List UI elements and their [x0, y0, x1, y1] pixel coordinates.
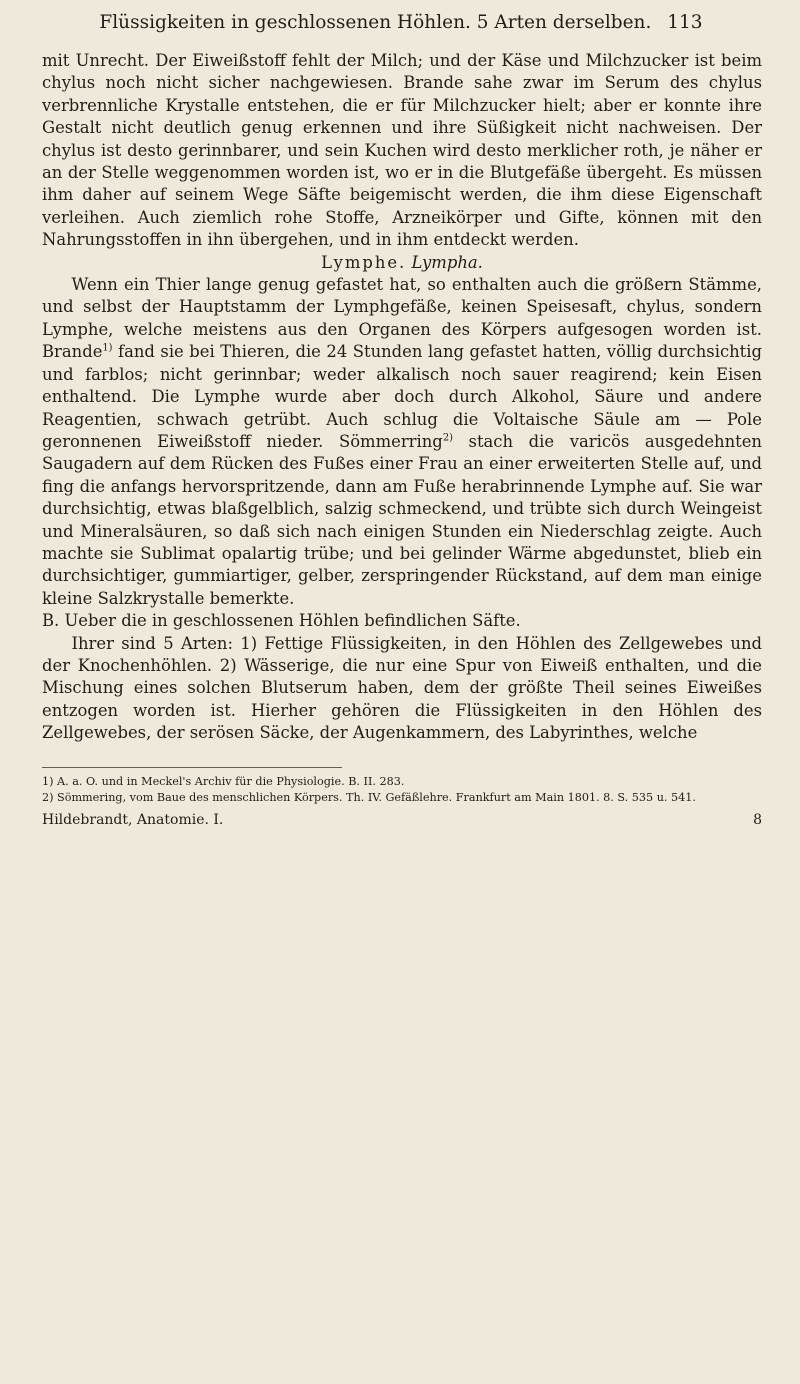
lymphe-text-b: fand sie bei Thieren, die 24 Stunden lang gefastet hatten, völlig durchsichtig und farblos; nicht gerinnbar; weder alkalisch noch sauer reagirend; kein Eisen enthaltend. Die Lymphe wurde aber doch durch Alkohol, Säure und andere Reagentien, schwach getrübt. Auch schlug die Voltaische Säule am — Pole geronnenen Eiweißstoff nieder. Sömmerring	[42, 342, 762, 451]
page-footer	[42, 809, 762, 831]
lymphe-text-a: Wenn ein Thier lange genug gefastet hat, so enthalten auch die größern Stämme, und selbst der Hauptstamm der Lymphgefäße, keinen Speisesaft, chylus, sondern Lymphe, welche meistens aus den Organen des Körpers aufgesogen worden ist. Brande	[42, 275, 762, 362]
footnote-1: 1) A. a. O. und in Meckel's Archiv für die Physiologie. B. II. 283.	[42, 774, 405, 788]
paragraph-chylus: mit Unrecht. Der Eiweißstoff fehlt der Milch; und der Käse und Milchzucker ist beim chylus noch nicht sicher nachgewiesen. Brande sahe zwar im Serum des chylus verbrennliche Krystalle entstehen, die er für Milchzucker hielt; aber er konnte ihre Gestalt nicht deutlich genug erkennen und ihre Süßigkeit nicht nachweisen. Der chylus ist desto gerinnbarer, und sein Kuchen wird desto merklicher roth, je näher er an der Stelle weggenommen worden ist, wo er in die Blutgefäße übergeht. Es müssen ihm daher auf seinem Wege Säfte beigemischt werden, die ihm diese Eigenschaft verleihen. Auch ziemlich rohe Stoffe, Arzneikörper und Gifte, können mit den Nahrungsstoffen in ihn übergehen, und in ihm entdeckt werden.	[42, 51, 762, 250]
footnote-rule	[42, 767, 342, 768]
footer-signature: Hildebrandt, Anatomie. I.	[42, 811, 224, 828]
page-body	[42, 50, 762, 831]
lymphe-title: Lymphe.	[321, 252, 407, 272]
footnotes	[42, 774, 762, 807]
running-header	[42, 12, 760, 33]
lymphe-heading	[42, 252, 762, 274]
lymphe-latin: Lympha.	[411, 252, 483, 272]
header-title: Flüssigkeiten in geschlossenen Höhlen. 5 Arten derselben.	[99, 12, 652, 33]
signature-mark: 8	[753, 811, 762, 828]
footnote-ref-1: 1)	[102, 342, 113, 354]
footnote-ref-2: 2)	[442, 432, 453, 444]
paragraph-lymphe	[42, 274, 762, 610]
footnote-2: 2) Sömmering, vom Baue des menschlichen Körpers. Th. IV. Gefäßlehre. Frankfurt am Main 1801. 8. S. 535 u. 541.	[42, 791, 696, 805]
lymphe-text-c: stach die varicös ausgedehnten Saugadern auf dem Rücken des Fußes einer Frau an einer erweiterten Stelle auf, und fing die anfangs hervorspritzende, dann am Fuße herabrinnende Lymphe auf. Sie war durchsichtig, etwas blaßgelblich, salzig schmeckend, und trübte sich durch Weingeist und Mineralsäuren, so daß sich nach einigen Stunden ein Niederschlag zeigte. Auch machte sie Sublimat opalartig trübe; und bei gelinder Wärme abgedunstet, blieb ein durchsichtiger, gummiartiger, gelber, zerspringender Rückstand, auf dem man einige kleine Salzkrystalle bemerkte.	[42, 431, 762, 608]
page-number: 113	[667, 12, 703, 33]
paragraph-five-kinds: Ihrer sind 5 Arten: 1) Fettige Flüssigkeiten, in den Höhlen des Zellgewebes und der Knochenhöhlen. 2) Wässerige, die nur eine Spur von Eiweiß enthalten, und die Mischung eines solchen Blutserum haben, dem der größte Theil seines Eiweißes entzogen worden ist. Hierher gehören die Flüssigkeiten in den Höhlen des Zellgewebes, der serösen Säcke, der Augenkammern, des Labyrinthes, welche	[42, 633, 762, 743]
section-b-heading: B. Ueber die in geschlossenen Höhlen befindlichen Säfte.	[42, 611, 521, 631]
